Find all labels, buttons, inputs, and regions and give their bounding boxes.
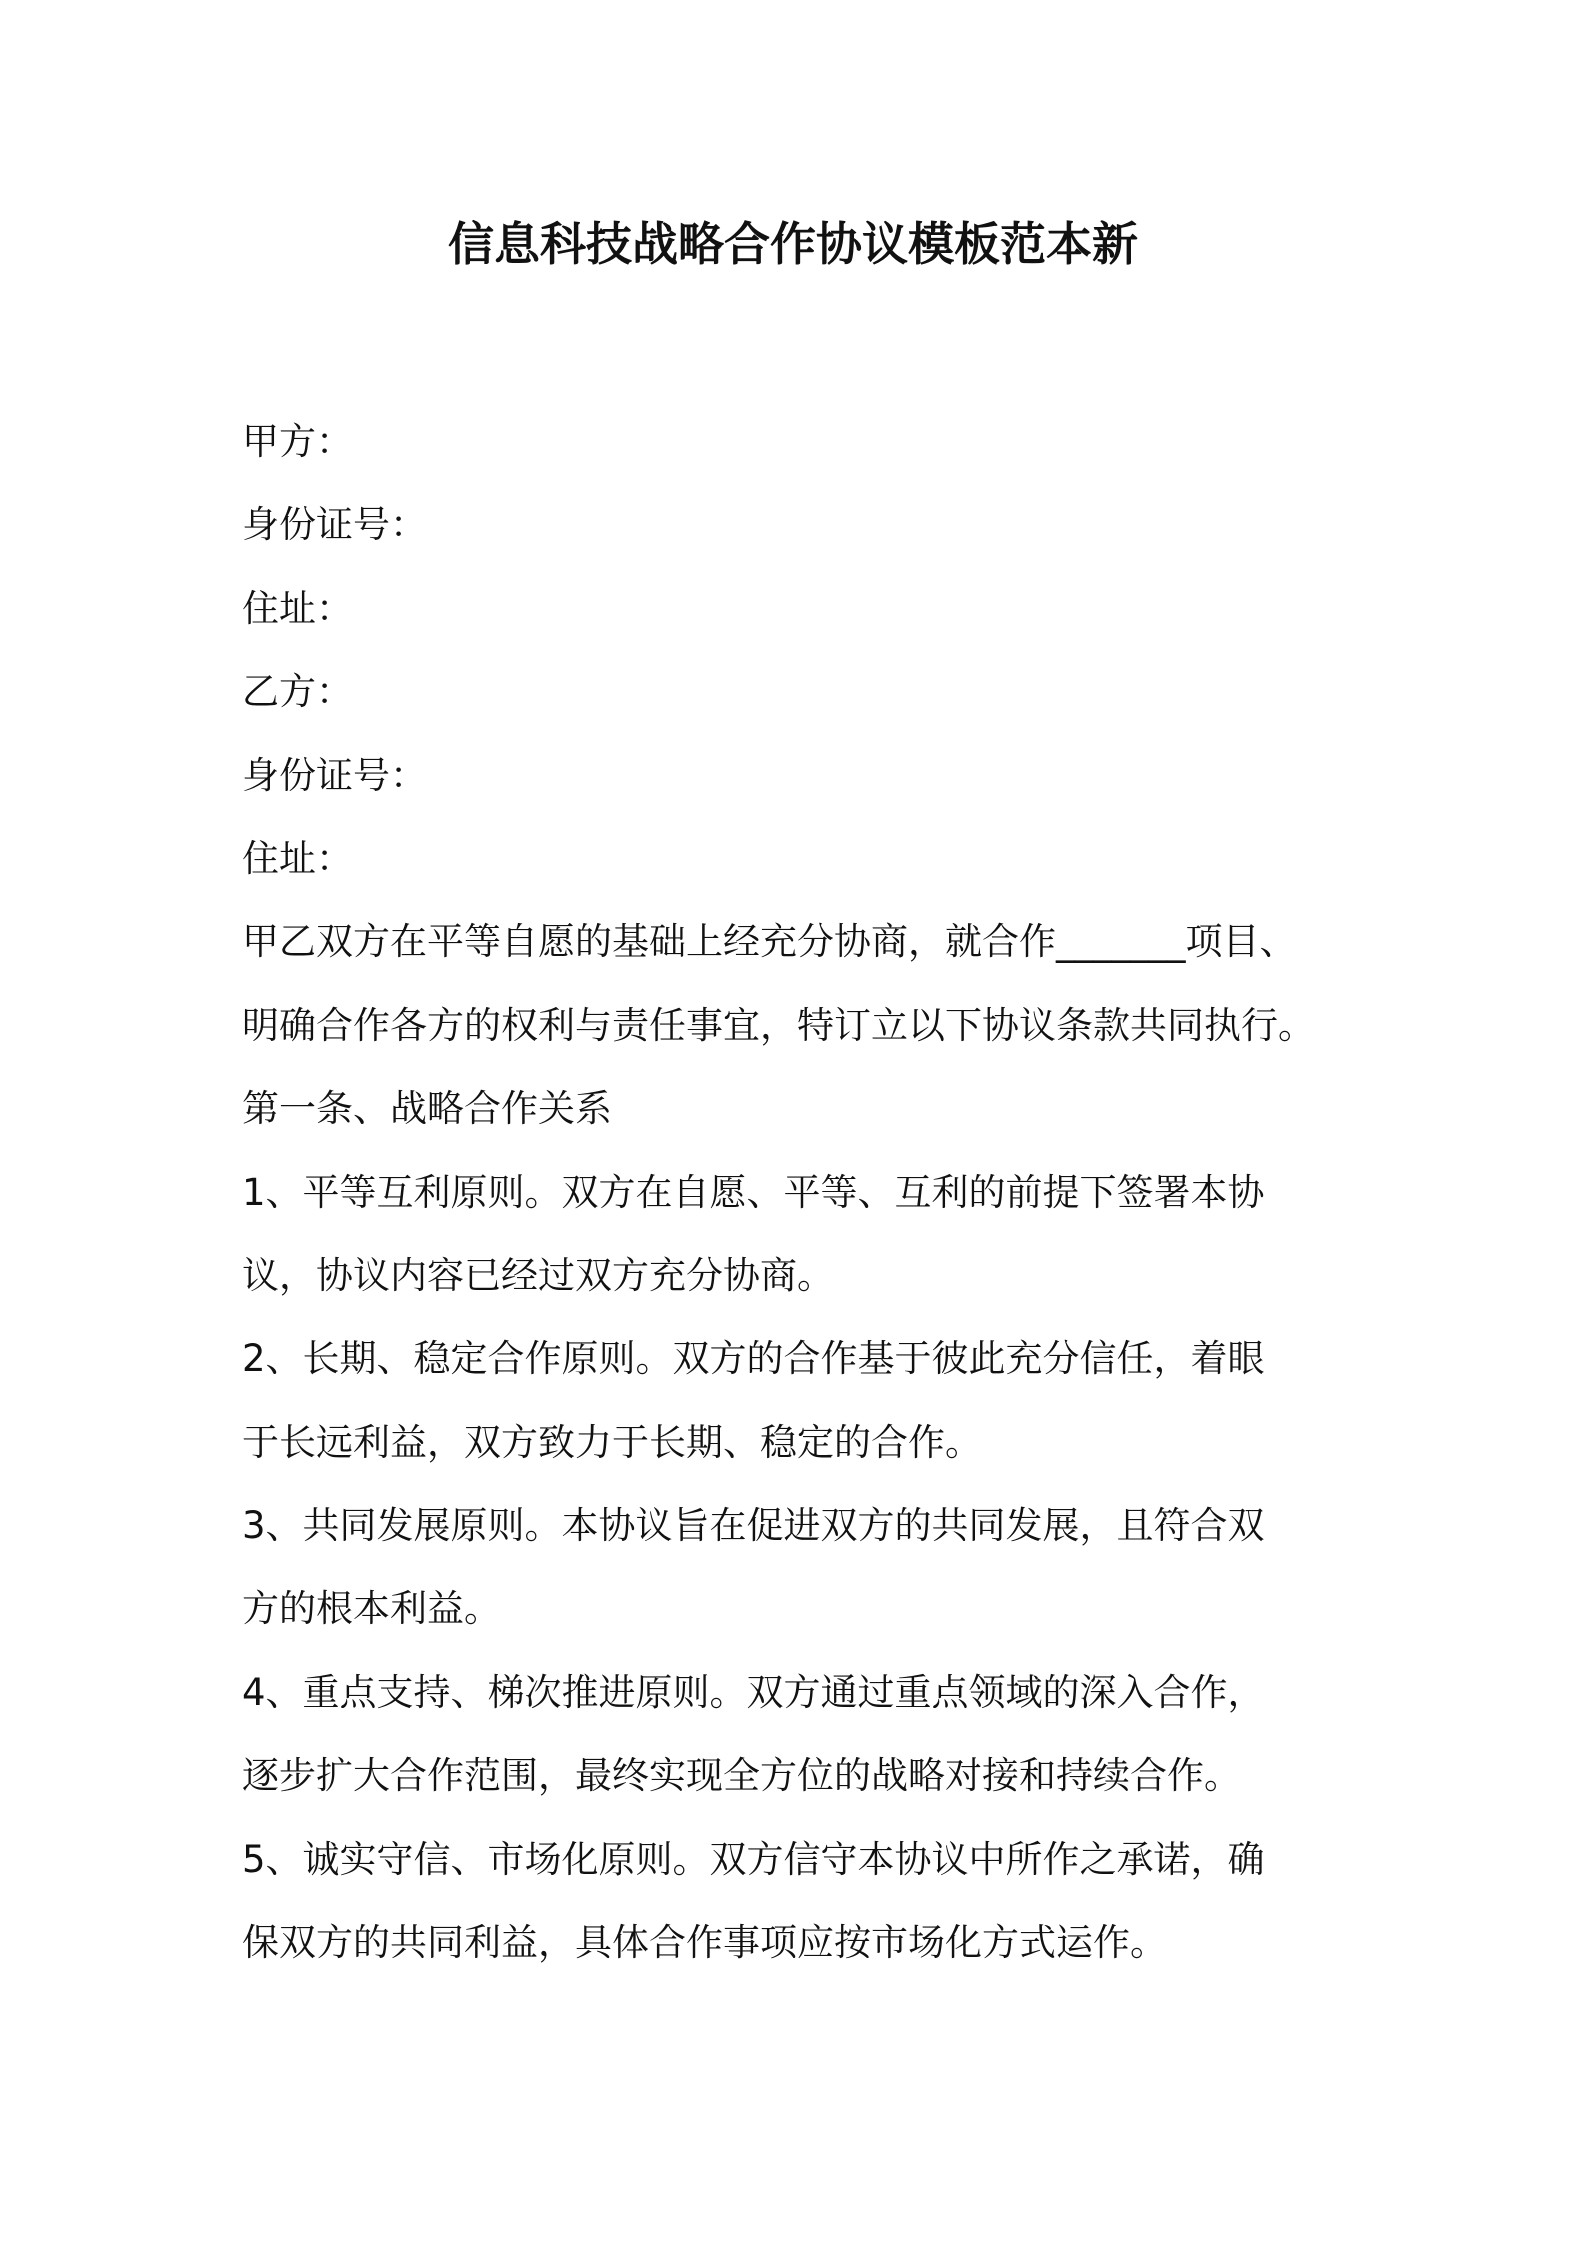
document-title: 信息科技战略合作协议模板范本新 — [448, 217, 1138, 271]
party-a-id-field: 身份证号： — [242, 503, 427, 547]
article-1-clause-line: 3、共同发展原则。本协议旨在促进双方的共同发展，且符合双 — [242, 1504, 1265, 1548]
party-b-field: 乙方： — [242, 670, 353, 714]
party-a-field: 甲方： — [242, 420, 353, 463]
party-b-address-field: 住址： — [242, 836, 353, 880]
party-b-id-field: 身份证号： — [242, 753, 427, 797]
party-a-address-field: 住址： — [242, 586, 353, 630]
article-1-clause-line: 5、诚实守信、市场化原则。双方信守本协议中所作之承诺，确 — [242, 1837, 1265, 1881]
article-1-clause-line: 于长远利益，双方致力于长期、稳定的合作。 — [242, 1420, 982, 1464]
article-1-clause-line: 议，协议内容已经过双方充分协商。 — [242, 1253, 834, 1297]
document-body — [242, 400, 1372, 1984]
article-1-clause-line: 4、重点支持、梯次推进原则。双方通过重点领域的深入合作， — [242, 1670, 1265, 1714]
article-1-clause-line: 方的根本利益。 — [242, 1587, 501, 1631]
article-1-clause-line: 逐步扩大合作范围，最终实现全方位的战略对接和持续合作。 — [242, 1754, 1241, 1798]
article-1-clause-line: 1、平等互利原则。双方在自愿、平等、互利的前提下签署本协 — [242, 1170, 1265, 1214]
intro-paragraph-line: 明确合作各方的权利与责任事宜，特订立以下协议条款共同执行。 — [242, 1003, 1315, 1047]
article-1-clause-line: 2、长期、稳定合作原则。双方的合作基于彼此充分信任，着眼 — [242, 1337, 1265, 1381]
intro-paragraph-line: 甲乙双方在平等自愿的基础上经充分协商，就合作_______项目、 — [242, 920, 1297, 964]
article-1-clause-line: 保双方的共同利益，具体合作事项应按市场化方式运作。 — [242, 1921, 1167, 1965]
article-1-heading: 第一条、战略合作关系 — [242, 1087, 612, 1131]
